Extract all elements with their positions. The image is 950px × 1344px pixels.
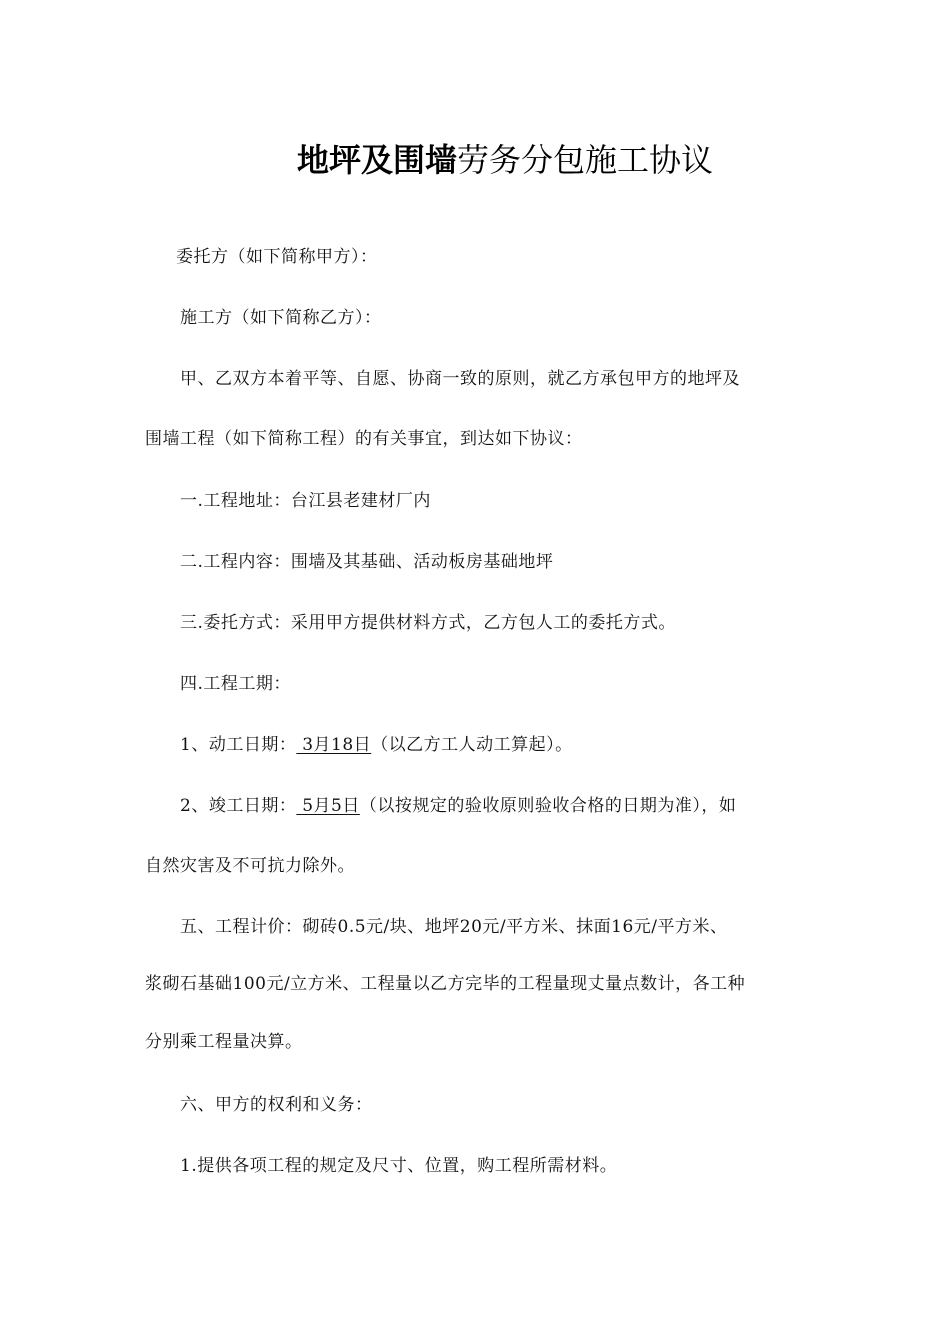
- start-date-note: （以乙方工人动工算起）。: [371, 735, 573, 755]
- party-a-duty-1: 1.提供各项工程的规定及尺寸、位置，购工程所需材料。: [180, 1156, 618, 1176]
- document-title: [0, 138, 950, 182]
- completion-date-value: 5月5日: [296, 796, 360, 816]
- completion-date-line-2: 自然灾害及不可抗力除外。: [145, 856, 355, 876]
- clause-project-address: 一.工程地址：台江县老建材厂内: [180, 491, 431, 511]
- client-party-line: 委托方（如下简称甲方）：: [176, 247, 378, 267]
- pricing-line-3: 分别乘工程量决算。: [145, 1032, 303, 1052]
- title-bold-part: 地坪及围墙: [296, 141, 457, 179]
- title-normal-part: 劳务分包施工协议: [457, 141, 714, 179]
- start-date-value: 3月18日: [296, 735, 372, 755]
- clause-schedule-heading: 四.工程工期：: [180, 674, 291, 694]
- preamble-line-2: 围墙工程（如下简称工程）的有关事宜，到达如下协议：: [145, 429, 583, 449]
- completion-date-line: [180, 793, 736, 819]
- start-date-line: [180, 732, 573, 758]
- pricing-line-2: 浆砌石基础100元/立方米、工程量以乙方完毕的工程量现丈量点数计，各工种: [145, 974, 746, 994]
- completion-date-label: 2、竣工日期：: [180, 796, 297, 816]
- start-date-label: 1、动工日期：: [180, 735, 297, 755]
- clause-commission-method: 三.委托方式：采用甲方提供材料方式，乙方包人工的委托方式。: [180, 613, 676, 633]
- party-a-rights-heading: 六、甲方的权利和义务：: [180, 1095, 373, 1115]
- pricing-line-1: 五、工程计价：砌砖0.5元/块、地坪20元/平方米、抹面16元/平方米、: [180, 917, 728, 937]
- preamble-line-1: 甲、乙双方本着平等、自愿、协商一致的原则，就乙方承包甲方的地坪及: [180, 369, 740, 389]
- clause-project-content: 二.工程内容：围墙及其基础、活动板房基础地坪: [180, 552, 554, 572]
- completion-date-note: （以按规定的验收原则验收合格的日期为准），如: [359, 796, 737, 816]
- contractor-party-line: 施工方（如下简称乙方）：: [180, 308, 382, 328]
